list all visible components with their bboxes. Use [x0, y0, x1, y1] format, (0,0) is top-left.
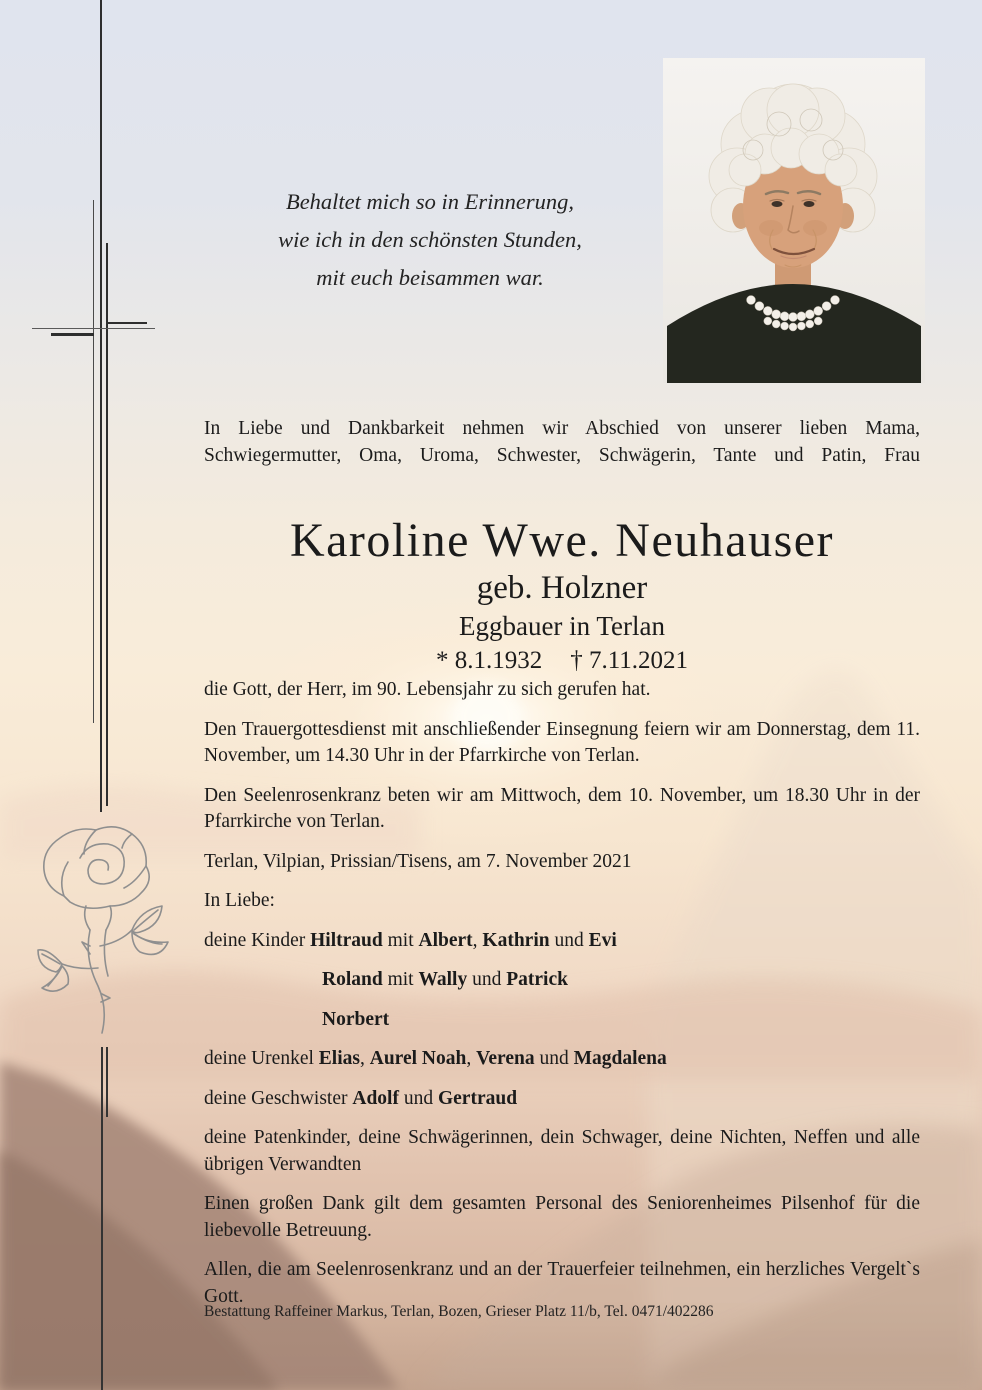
- rose-icon: [28, 818, 178, 1038]
- rose-line-art: [38, 827, 168, 1033]
- birth-date: * 8.1.1932: [435, 647, 543, 674]
- family-children-line3: Norbert: [322, 1008, 390, 1030]
- quote-line: wie ich in den schönsten Stunden,: [278, 227, 582, 252]
- portrait-photo: [663, 58, 925, 383]
- family-siblings: deine Geschwister Adolf und Gertraud: [204, 1087, 518, 1109]
- called-paragraph: die Gott, der Herr, im 90. Lebensjahr zu sich gerufen hat.: [204, 679, 651, 700]
- cross-arm-lower-left: [51, 333, 94, 336]
- rosary-paragraph: Den Seelenrosenkranz beten wir am Mittwoch, dem 10. November, um 18.30 Uhr in der Pfarrkirche von Terlan.: [204, 784, 920, 832]
- service-paragraph: Den Trauergottesdienst mit anschließender Einsegnung feiern wir am Donnerstag, dem 11. November, um 14.30 Uhr in der Pfarrkirche von Terlan.: [204, 718, 920, 766]
- family-others: deine Patenkinder, deine Schwägerinnen, dein Schwager, deine Nichten, Neffen und alle übrigen Verwandten: [204, 1127, 920, 1175]
- family-children-line1: deine Kinder Hiltraud mit Albert, Kathrin und Evi: [204, 929, 617, 951]
- cross-vertical-left-line: [93, 200, 94, 723]
- in-love-label: In Liebe:: [204, 890, 275, 911]
- maiden-name: geb. Holzner: [476, 570, 648, 606]
- death-date: † 7.11.2021: [570, 647, 689, 674]
- deceased-name: Karoline Wwe. Neuhauser: [289, 514, 835, 567]
- cross-bottom-line-short: [106, 1047, 108, 1117]
- intro-paragraph: In Liebe und Dankbarkeit nehmen wir Abschied von unserer lieben Mama, Schwiegermutter, Oma, Uroma, Schwester, Schwägerin, Tante und Patin, Frau: [204, 418, 920, 466]
- thanks-paragraph: Einen großen Dank gilt dem gesamten Personal des Seniorenheimes Pilsenhof für die liebevolle Betreuung.: [204, 1193, 920, 1241]
- family-great-grandchildren: deine Urenkel Elias, Aurel Noah, Verena und Magdalena: [204, 1048, 667, 1069]
- cross-bottom-line-long: [101, 1047, 103, 1390]
- cross-arm-upper-right: [107, 322, 147, 324]
- deceased-name-block: [204, 515, 920, 677]
- quote-line: Behaltet mich so in Erinnerung,: [285, 189, 575, 214]
- family-children-line2: Roland mit Wally und Patrick: [322, 969, 568, 990]
- cross-vertical-center-line: [100, 0, 102, 812]
- place-date-line: Terlan, Vilpian, Prissian/Tisens, am 7. November 2021: [204, 850, 632, 872]
- quote-line: mit euch beisammen war.: [316, 265, 544, 290]
- life-dates: [204, 644, 920, 677]
- farm-name: Eggbauer in Terlan: [458, 611, 666, 641]
- farewell-paragraph: Allen, die am Seelenrosenkranz und an der Trauerfeier teilnehmen, ein herzliches Vergelt`s Gott.: [204, 1259, 920, 1307]
- undertaker-footer: Bestattung Raffeiner Markus, Terlan, Bozen, Grieser Platz 11/b, Tel. 0471/402286: [204, 1303, 714, 1320]
- portrait-illustration: [663, 58, 925, 383]
- cross-arm-wide: [32, 328, 155, 329]
- obituary-content: [204, 416, 920, 1323]
- memorial-quote: [170, 183, 690, 297]
